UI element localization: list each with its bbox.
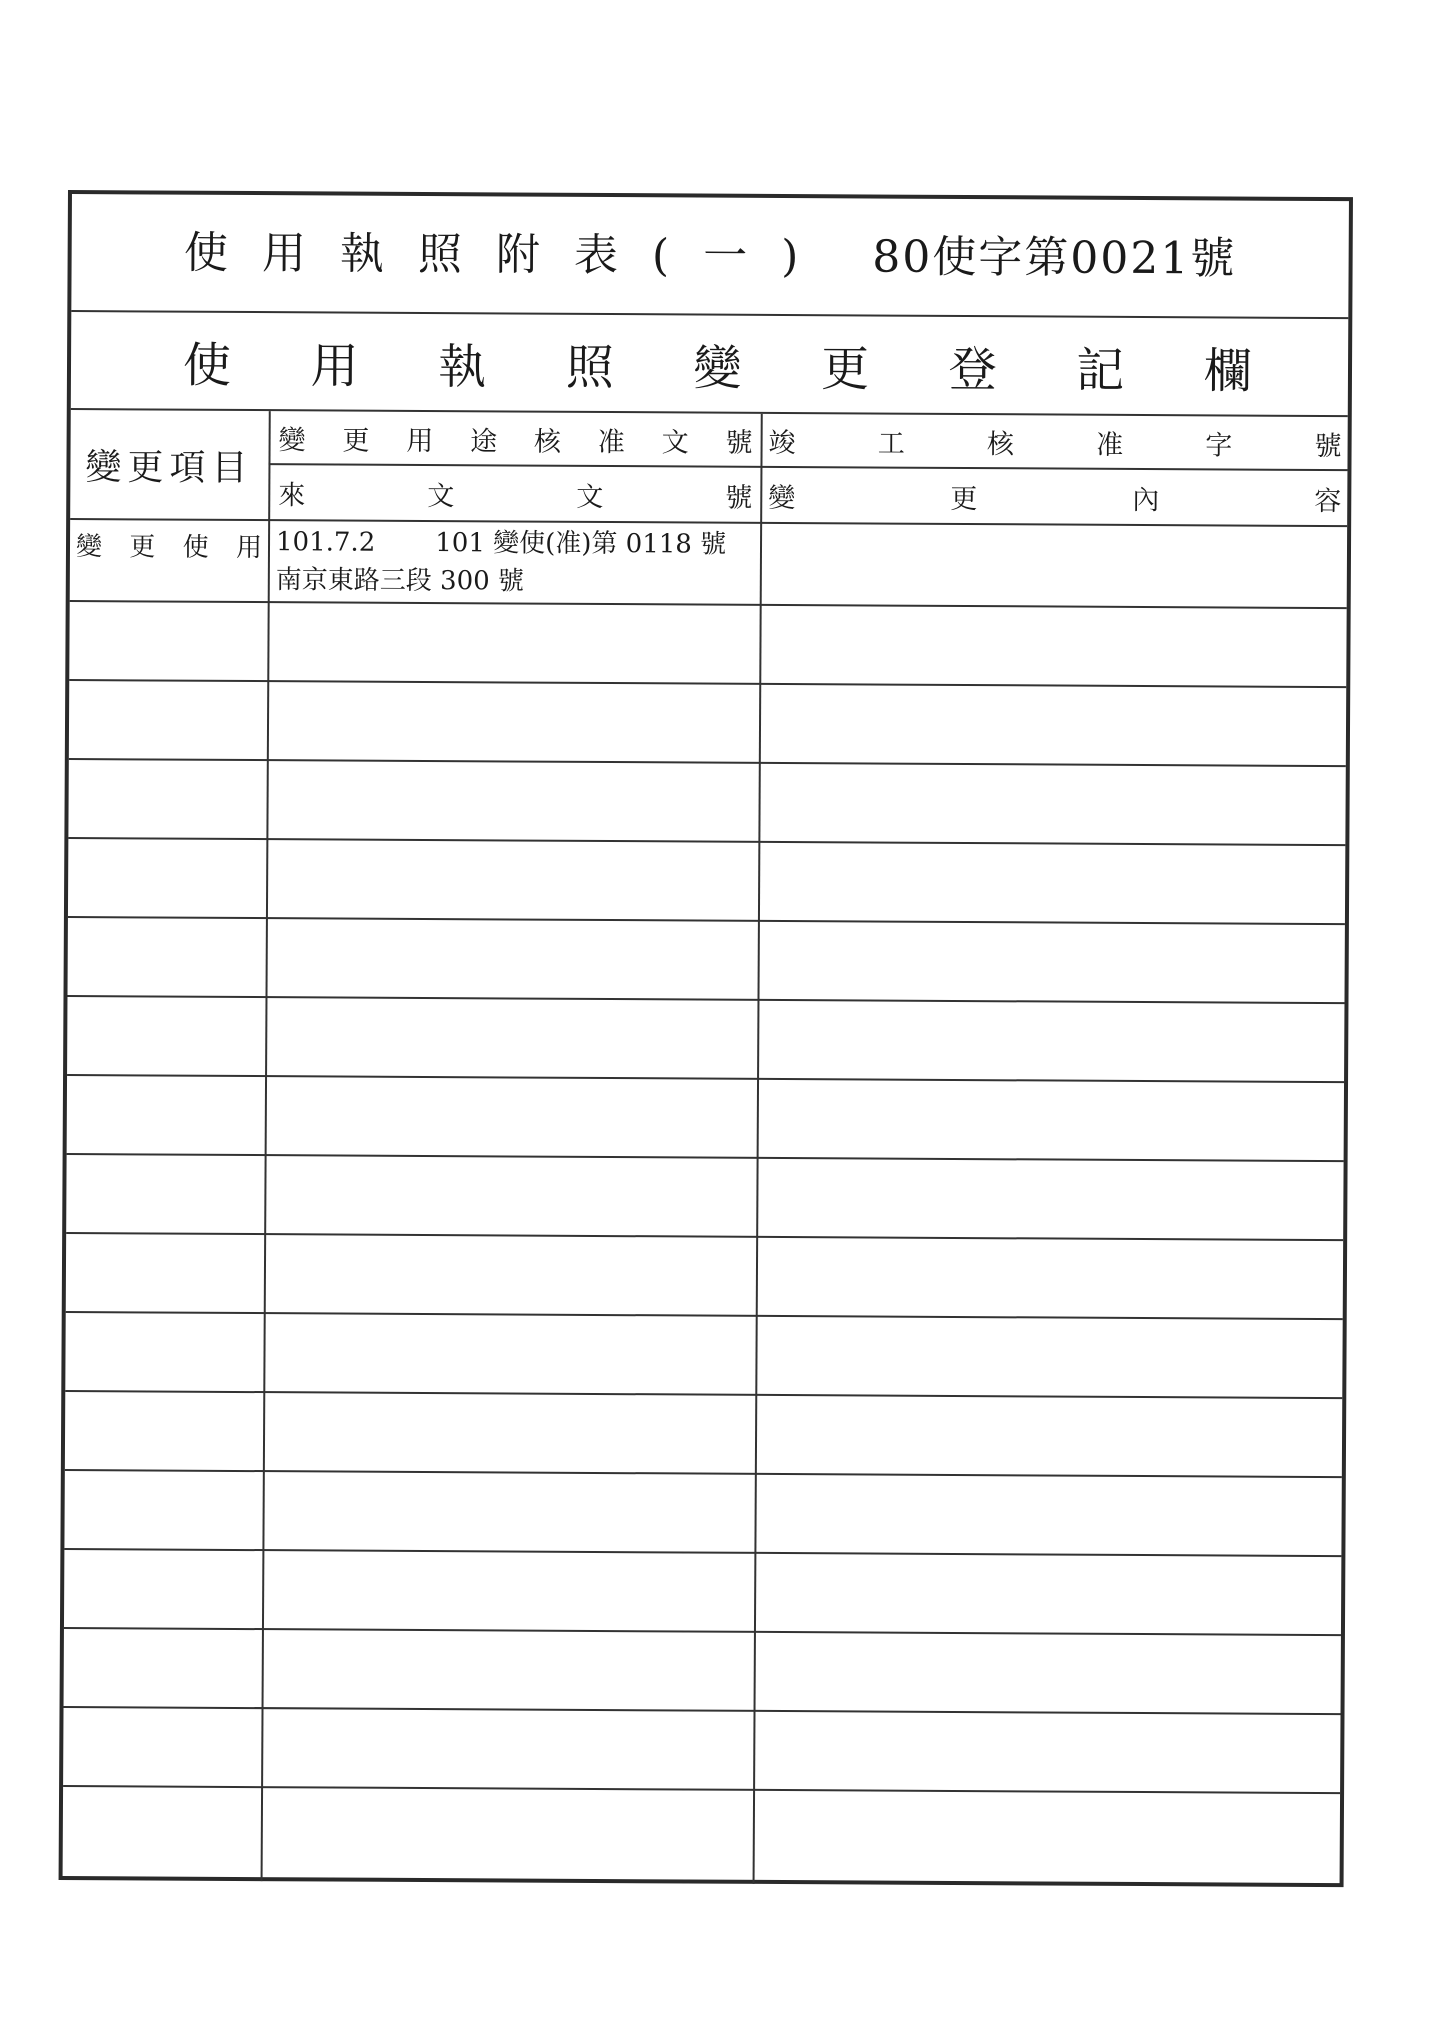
row-divider bbox=[64, 1548, 1341, 1557]
header-char: 核 bbox=[533, 426, 562, 458]
entry-doc-cell bbox=[270, 523, 760, 602]
license-number: 80使字第0021號 bbox=[872, 231, 1237, 285]
header-completion-approval-number bbox=[762, 414, 1347, 469]
header-char: 容 bbox=[1314, 485, 1342, 517]
entry-change-item bbox=[70, 526, 268, 564]
header-char: 文 bbox=[661, 426, 689, 458]
header-char: 變 bbox=[768, 482, 796, 514]
form-frame bbox=[59, 190, 1353, 1887]
header-char: 號 bbox=[1314, 430, 1342, 462]
header-char: 准 bbox=[1096, 429, 1124, 461]
row-divider bbox=[66, 1311, 1343, 1320]
section-title-char: 用 bbox=[310, 337, 359, 395]
entry-item-char: 更 bbox=[129, 532, 156, 563]
header-char: 竣 bbox=[768, 427, 796, 459]
entry-item-char: 變 bbox=[75, 532, 103, 563]
header-char: 准 bbox=[597, 426, 625, 458]
entry-address: 南京東路三段 300 號 bbox=[275, 565, 525, 597]
header-char: 文 bbox=[427, 480, 455, 512]
column-divider bbox=[753, 414, 763, 1884]
entry-item-char: 使 bbox=[182, 532, 209, 563]
row-divider bbox=[69, 758, 1346, 767]
row-divider bbox=[63, 1785, 1340, 1794]
header-char: 途 bbox=[470, 425, 498, 457]
row-divider bbox=[66, 1232, 1343, 1241]
section-title-char: 欄 bbox=[1203, 342, 1253, 400]
header-char: 核 bbox=[986, 428, 1015, 460]
section-title-char: 照 bbox=[565, 339, 615, 396]
column-divider bbox=[261, 411, 271, 1881]
row-divider bbox=[65, 1390, 1342, 1399]
row-divider bbox=[68, 837, 1345, 846]
header-char: 字 bbox=[1205, 429, 1233, 462]
section-title-char: 執 bbox=[438, 338, 487, 395]
header-char: 文 bbox=[576, 481, 604, 513]
header-incoming-doc-number bbox=[270, 465, 760, 522]
row-divider bbox=[65, 1469, 1342, 1478]
entry-date: 101.7.2 bbox=[275, 527, 376, 558]
header-char: 工 bbox=[877, 428, 905, 460]
section-title-char: 使 bbox=[182, 337, 232, 394]
row-divider bbox=[64, 1627, 1341, 1636]
section-title bbox=[71, 312, 1349, 417]
section-title-char: 記 bbox=[1076, 342, 1125, 399]
header-char: 用 bbox=[406, 425, 434, 457]
section-title-char: 登 bbox=[948, 341, 997, 398]
entry-doc-number: 101 變使(准)第 0118 號 bbox=[435, 528, 727, 560]
header-char: 變 bbox=[278, 424, 306, 456]
header-change-content bbox=[762, 468, 1347, 525]
row-divider bbox=[67, 995, 1344, 1004]
row-divider bbox=[67, 1074, 1344, 1083]
header-char: 更 bbox=[950, 483, 978, 515]
section-title-char: 變 bbox=[693, 339, 742, 397]
row-divider bbox=[64, 1706, 1341, 1715]
change-register-table bbox=[63, 410, 1348, 1887]
document-title-text: 使用執照附表(一) bbox=[183, 227, 833, 283]
header-char: 號 bbox=[725, 482, 753, 514]
document-title bbox=[71, 194, 1349, 319]
header-char: 內 bbox=[1132, 484, 1160, 516]
header-approval-doc-number bbox=[270, 411, 760, 466]
entry-doc-line bbox=[276, 523, 760, 564]
header-char: 更 bbox=[342, 425, 370, 457]
row-divider bbox=[67, 1153, 1344, 1162]
row-divider bbox=[68, 916, 1345, 925]
header-char: 號 bbox=[725, 427, 753, 459]
section-title-char: 更 bbox=[820, 340, 870, 397]
header-change-item: 變更項目 bbox=[85, 446, 254, 489]
header-char: 來 bbox=[278, 479, 306, 511]
row-divider bbox=[69, 679, 1346, 688]
entry-item-char: 用 bbox=[235, 532, 263, 564]
